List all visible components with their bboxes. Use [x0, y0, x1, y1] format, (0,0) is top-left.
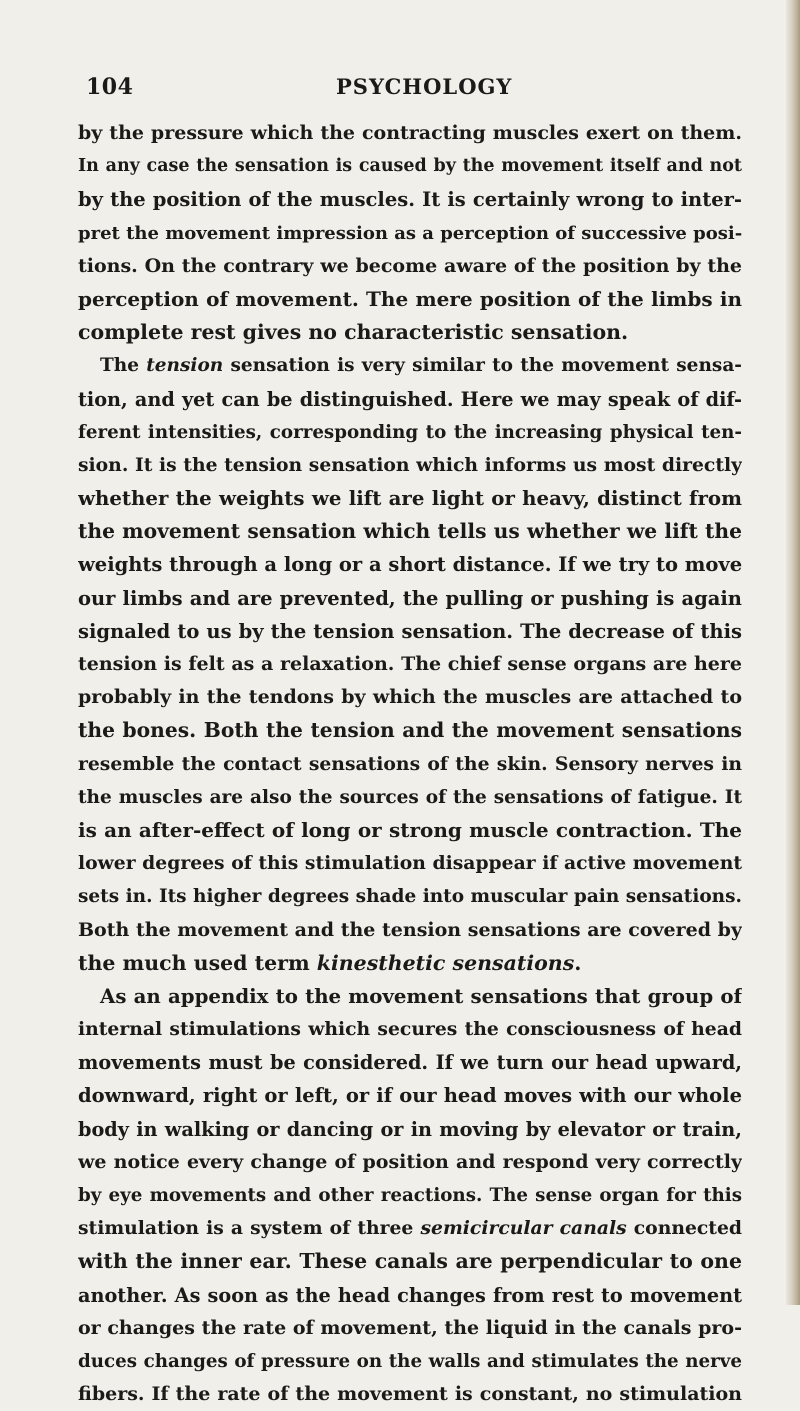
text-line: downward, right or left, or if our head moves with our whole [78, 1084, 742, 1108]
text-line: tion, and yet can be distinguished. Here we may speak of dif- [78, 387, 742, 411]
text-line: another. As soon as the head changes from rest to movement [78, 1283, 742, 1307]
text-line: pret the movement impression as a perception of successive posi- [78, 222, 742, 244]
text-line: by the pressure which the contracting muscles exert on them. [78, 122, 742, 144]
text-line: internal stimulations which secures the consciousness of head [78, 1018, 742, 1041]
text-line: the movement sensation which tells us whether we lift the [78, 519, 742, 544]
page-header [86, 74, 750, 104]
text-line: lower degrees of this stimulation disappear if active movement [78, 852, 742, 875]
text-line: As an appendix to the movement sensations that group of [100, 983, 742, 1008]
text-line: body in walking or dancing or in moving by elevator or train, [78, 1117, 742, 1141]
text-line: the bones. Both the tension and the movement sensations [78, 718, 742, 743]
text-line: we notice every change of position and respond very correctly [78, 1150, 742, 1173]
text-line: sion. It is the tension sensation which informs us most directly [78, 453, 742, 476]
text-line: or changes the rate of movement, the liquid in the canals pro- [78, 1316, 742, 1339]
italic-term: tension [146, 355, 224, 377]
page-edge [786, 0, 800, 1305]
text-line: the much used term kinesthetic sensations. [78, 950, 582, 975]
text-line: resemble the contact sensations of the skin. Sensory nerves in [78, 752, 742, 775]
text-line: tension is felt as a relaxation. The chief sense organs are here [78, 653, 742, 675]
text-line: by the position of the muscles. It is certainly wrong to inter- [78, 188, 742, 212]
body-text [78, 117, 742, 1411]
text-line: Both the movement and the tension sensations are covered by [78, 918, 742, 941]
text-line: complete rest gives no characteristic sensation. [78, 320, 629, 345]
italic-term: kinesthetic sensations [316, 950, 575, 975]
text-line: the muscles are also the sources of the sensations of fatigue. It [78, 786, 742, 808]
text-line: duces changes of pressure on the walls and stimulates the nerve [78, 1350, 742, 1372]
text-line: weights through a long or a short distance. If we try to move [78, 553, 742, 577]
text-line: signaled to us by the tension sensation. The decrease of this [78, 619, 742, 643]
text-line: movements must be considered. If we turn our head upward, [78, 1051, 742, 1075]
text-line: The tension sensation is very similar to the movement sensa- [100, 355, 742, 377]
text-line: In any case the sensation is caused by the movement itself and not [78, 156, 742, 177]
running-head: PSYCHOLOGY [336, 74, 513, 99]
text-line: tions. On the contrary we become aware of the position by the [78, 254, 742, 277]
text-line: by eye movements and other reactions. The sense organ for this [78, 1185, 742, 1206]
text-line: whether the weights we lift are light or heavy, distinct from [78, 486, 742, 511]
page-number: 104 [86, 74, 134, 100]
text-line: sets in. Its higher degrees shade into muscular pain sensations. [78, 886, 742, 908]
text-line: perception of movement. The mere position of the limbs in [78, 286, 742, 311]
text-line: with the inner ear. These canals are perpendicular to one [78, 1249, 742, 1274]
italic-term: semicircular canals [420, 1217, 627, 1240]
text-line: stimulation is a system of three semicircular canals connected [78, 1217, 742, 1240]
text-line: our limbs and are prevented, the pulling or pushing is again [78, 586, 742, 610]
text-line: is an after-effect of long or strong muscle contraction. The [78, 817, 742, 842]
text-line: probably in the tendons by which the muscles are attached to [78, 686, 742, 709]
text-line: ferent intensities, corresponding to the increasing physical ten- [78, 421, 742, 443]
text-line: fibers. If the rate of the movement is constant, no stimulation [78, 1383, 742, 1406]
